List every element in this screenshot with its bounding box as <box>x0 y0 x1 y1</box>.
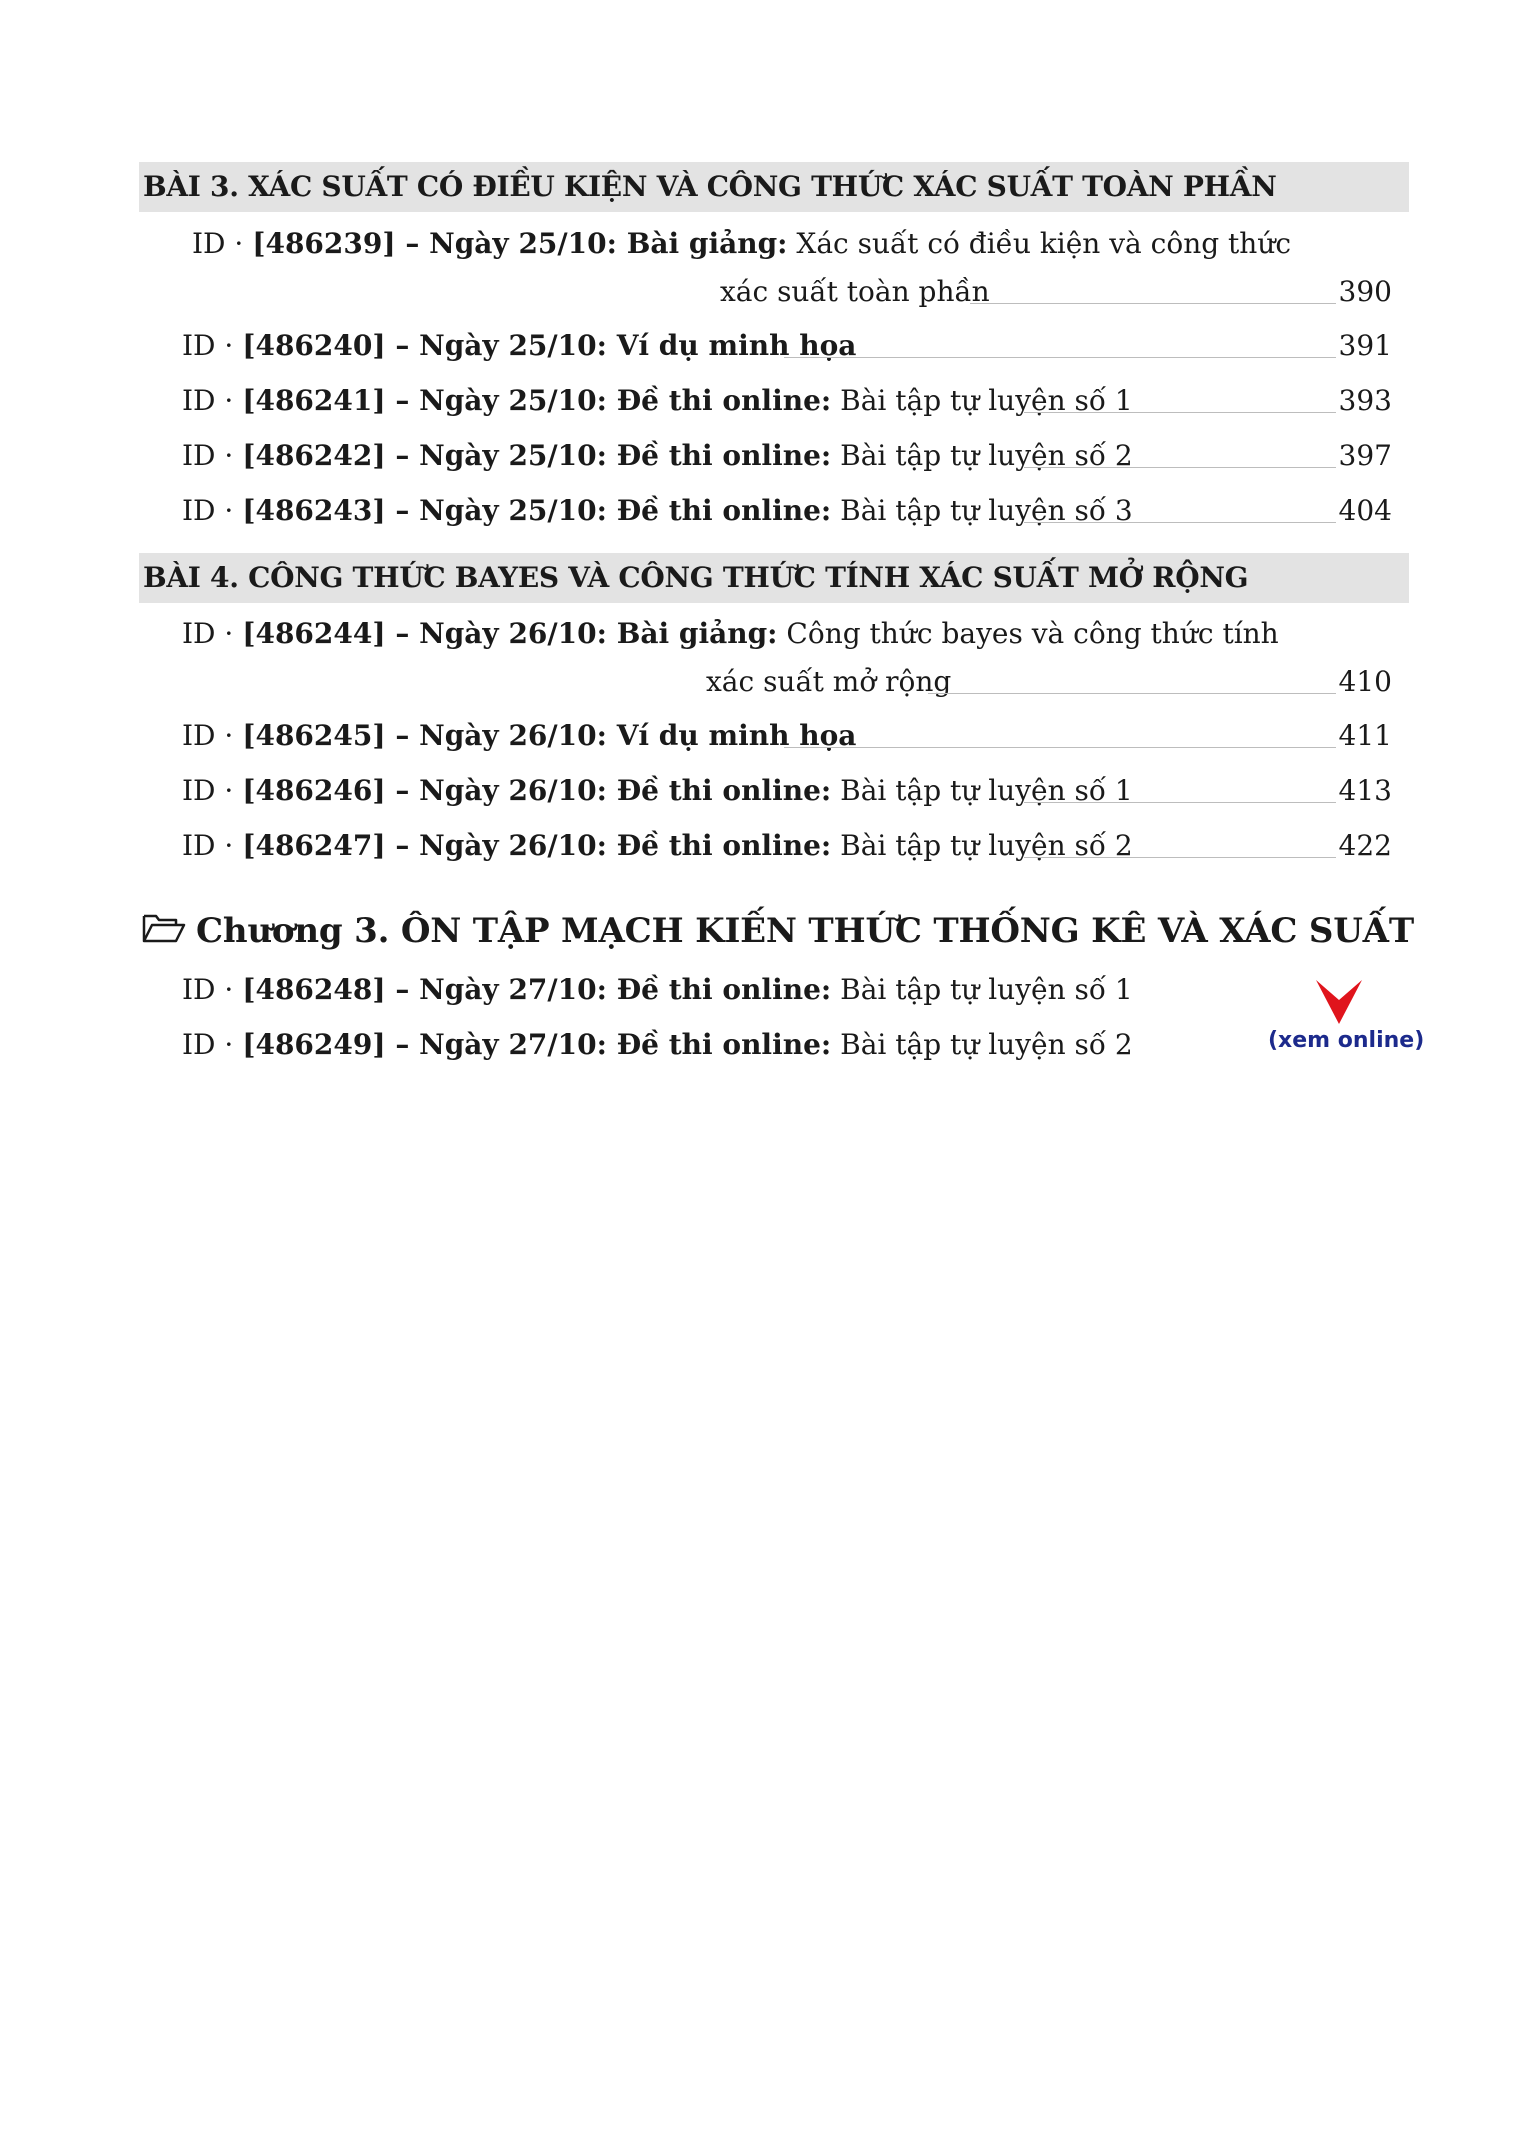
entry-title: ID · [486243] – Ngày 25/10: Đề thi online: Bài tập tự luyện số 3 <box>182 494 1133 527</box>
dot-leader <box>970 303 1336 304</box>
page-number: 410 <box>1338 665 1392 698</box>
toc-entry-486244[interactable] <box>182 614 1392 654</box>
entry-title: ID · [486247] – Ngày 26/10: Đề thi online: Bài tập tự luyện số 2 <box>182 829 1133 862</box>
toc-entry-486243[interactable] <box>182 491 1392 531</box>
dot-leader <box>784 747 1336 748</box>
entry-title: ID · [486239] – Ngày 25/10: Bài giảng: Xác suất có điều kiện và công thức <box>192 227 1292 260</box>
page-number: 404 <box>1338 494 1392 527</box>
red-chevron-down-icon <box>1268 978 1410 1026</box>
dot-leader <box>1024 802 1336 803</box>
dot-leader <box>1024 522 1336 523</box>
entry-title: ID · [486249] – Ngày 27/10: Đề thi online: Bài tập tự luyện số 2 <box>182 1028 1133 1061</box>
toc-entry-486247[interactable] <box>182 826 1392 866</box>
entry-title: ID · [486246] – Ngày 26/10: Đề thi online: Bài tập tự luyện số 1 <box>182 774 1133 807</box>
toc-entry-486246[interactable] <box>182 771 1392 811</box>
entry-title: ID · [486248] – Ngày 27/10: Đề thi online: Bài tập tự luyện số 1 <box>182 973 1133 1006</box>
entry-title: ID · [486245] – Ngày 26/10: Ví dụ minh họa <box>182 719 857 752</box>
entry-title: ID · [486240] – Ngày 25/10: Ví dụ minh họa <box>182 329 857 362</box>
toc-entry-486239[interactable] <box>192 224 1392 264</box>
view-online-link[interactable] <box>1268 978 1425 1058</box>
page-number: 411 <box>1338 719 1392 752</box>
toc-entry-486245[interactable] <box>182 716 1392 756</box>
dot-leader <box>1024 467 1336 468</box>
chapter-3-title: Chương 3. ÔN TẬP MẠCH KIẾN THỨC THỐNG KÊ VÀ XÁC SUẤT <box>196 911 1414 951</box>
view-online-label: (xem online) <box>1268 1028 1425 1053</box>
toc-entry-486241[interactable] <box>182 381 1392 421</box>
toc-entry-486239-continuation[interactable] <box>182 272 1392 312</box>
page-number: 397 <box>1338 439 1392 472</box>
entry-title-continuation: xác suất mở rộng <box>706 665 952 698</box>
toc-entry-486249[interactable] <box>182 1025 1392 1065</box>
entry-title: ID · [486241] – Ngày 25/10: Đề thi online: Bài tập tự luyện số 1 <box>182 384 1133 417</box>
chapter-3-heading <box>142 906 1414 956</box>
folder-open-icon <box>142 908 186 958</box>
dot-leader <box>784 357 1336 358</box>
dot-leader <box>1024 857 1336 858</box>
page-number: 391 <box>1338 329 1392 362</box>
entry-title: ID · [486242] – Ngày 25/10: Đề thi online: Bài tập tự luyện số 2 <box>182 439 1133 472</box>
toc-entry-486248[interactable] <box>182 970 1392 1010</box>
lesson-4-header: BÀI 4. CÔNG THỨC BAYES VÀ CÔNG THỨC TÍNH XÁC SUẤT MỞ RỘNG <box>139 553 1409 603</box>
toc-entry-486244-continuation[interactable] <box>182 662 1392 702</box>
page-number: 393 <box>1338 384 1392 417</box>
dot-leader <box>928 693 1336 694</box>
entry-title-continuation: xác suất toàn phần <box>720 275 990 308</box>
dot-leader <box>1024 412 1336 413</box>
page-number: 390 <box>1338 275 1392 308</box>
toc-entry-486240[interactable] <box>182 326 1392 366</box>
page-number: 422 <box>1338 829 1392 862</box>
page-number: 413 <box>1338 774 1392 807</box>
entry-title: ID · [486244] – Ngày 26/10: Bài giảng: Công thức bayes và công thức tính <box>182 617 1279 650</box>
toc-entry-486242[interactable] <box>182 436 1392 476</box>
lesson-3-header: BÀI 3. XÁC SUẤT CÓ ĐIỀU KIỆN VÀ CÔNG THỨC XÁC SUẤT TOÀN PHẦN <box>139 162 1409 212</box>
